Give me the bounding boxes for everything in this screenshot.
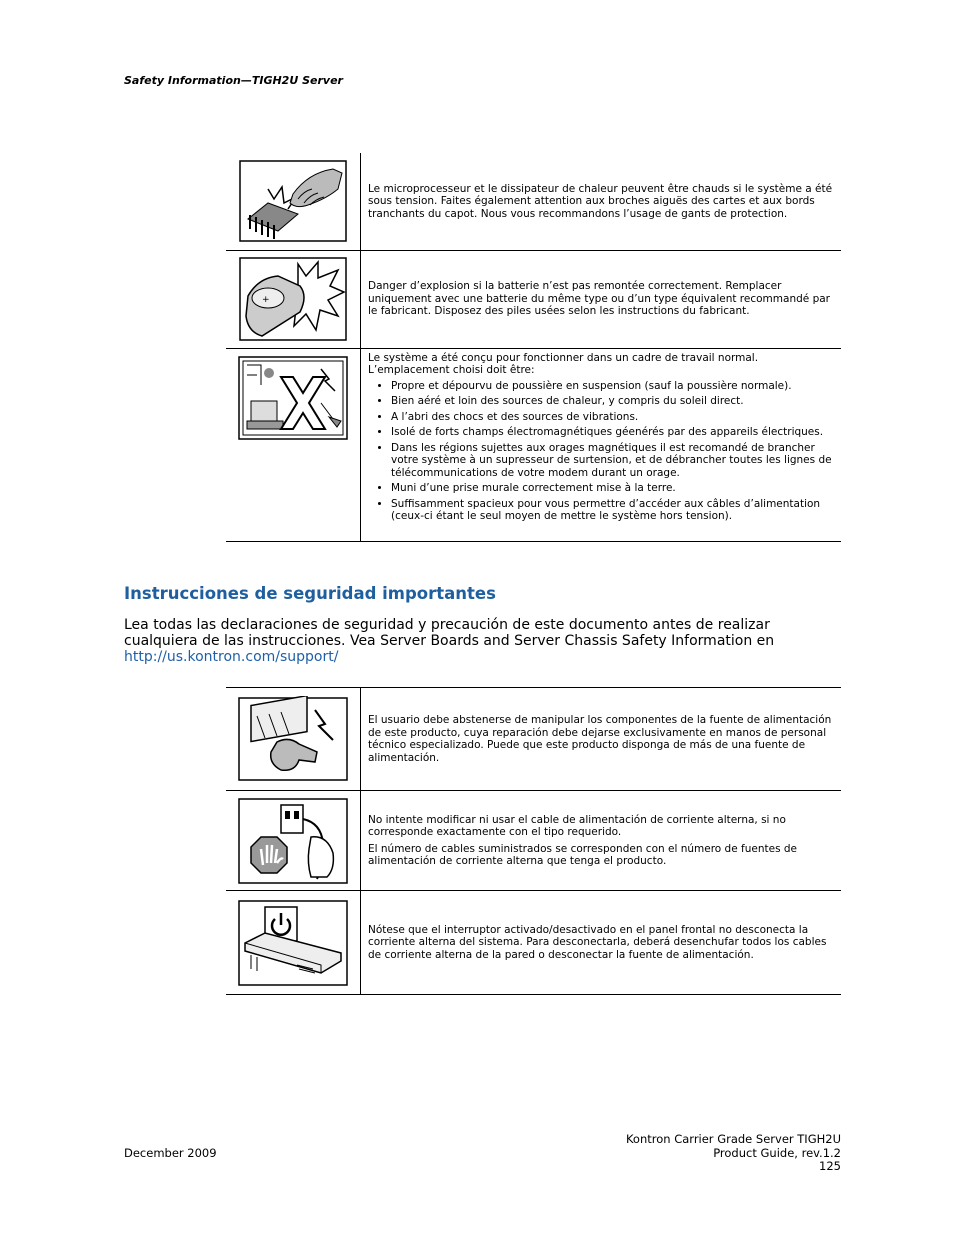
table-row bbox=[226, 891, 841, 995]
page-number: 125 bbox=[819, 1159, 841, 1173]
ac-cord-stop-hand-icon bbox=[237, 797, 349, 885]
power-supply-shock-icon bbox=[237, 696, 349, 782]
table-cell-icon bbox=[226, 791, 361, 891]
table-cell-text bbox=[361, 153, 842, 250]
list-item: • Propre et dépourvu de poussière en suspension (sauf la poussière normale). bbox=[391, 380, 835, 393]
footer-guide-revision: Product Guide, rev.1.2 bbox=[713, 1145, 841, 1160]
warning-text-secondary: El número de cables suministrados se corresponden con el número de fuentes de alimentación de corriente alterna que tenga el producto. bbox=[368, 842, 797, 867]
table-cell-text bbox=[361, 348, 842, 541]
table-row bbox=[226, 153, 841, 250]
table-cell-text bbox=[361, 891, 842, 995]
footer-date: December 2009 bbox=[124, 1146, 217, 1160]
section-intro bbox=[124, 617, 844, 665]
environment-hazards-icon bbox=[237, 355, 349, 441]
list-item: • Bien aéré et loin des sources de chaleur, y compris du soleil direct. bbox=[391, 395, 835, 408]
list-item: • Muni d’une prise murale correctement mise à la terre. bbox=[391, 482, 835, 495]
warning-text: El usuario debe abstenerse de manipular los componentes de la fuente de alimentación de este producto, cuya reparación debe dejarse exclusivamente en manos de personal técnico especializado. Puede que este producto disponga de más de una fuente de alimentación. bbox=[368, 714, 832, 764]
table-cell-icon bbox=[226, 250, 361, 348]
table-cell-icon bbox=[226, 688, 361, 791]
table-row bbox=[226, 250, 841, 348]
section-heading: Instrucciones de seguridad importantes bbox=[124, 584, 496, 603]
list-item: • Isolé de forts champs électromagnétiques géenérés par des appareils électriques. bbox=[391, 426, 835, 439]
warning-text: Nótese que el interruptor activado/desactivado en el panel frontal no desconecta la corriente alterna del sistema. Para desconectarla, deberá desenchufar todos los cables de corriente alterna de la pared o desconectar la fuente de alimentación. bbox=[368, 923, 827, 961]
support-link[interactable]: http://us.kontron.com/support/ bbox=[124, 649, 339, 665]
requirements-list bbox=[368, 380, 835, 523]
table-cell-icon bbox=[226, 153, 361, 250]
running-header: Safety Information—TIGH2U Server bbox=[124, 74, 343, 87]
hot-heatsink-glove-icon bbox=[238, 159, 348, 243]
list-item: • A l’abri des chocs et des sources de vibrations. bbox=[391, 411, 835, 424]
warning-intro: Le système a été conçu pour fonctionner dans un cadre de travail normal. L’emplacement choisi doit être: bbox=[368, 351, 759, 376]
list-item: • Dans les régions sujettes aux orages magnétiques il est recomandé de brancher votre système à un supresseur de surtension, et de débrancher toutes les lignes de télécommunications de votre modem durant un orage. bbox=[391, 442, 835, 480]
list-item: • Suffisamment spacieux pour vous permettre d’accéder aux câbles d’alimentation (ceux-ci étant le seul moyen de mettre le système hors tension). bbox=[391, 498, 835, 523]
footer-product-name: Kontron Carrier Grade Server TIGH2U bbox=[625, 1132, 841, 1146]
safety-table-french bbox=[226, 153, 841, 542]
warning-text: No intente modificar ni usar el cable de alimentación de corriente alterna, si no corresponde exactamente con el tipo requerido. bbox=[368, 813, 786, 838]
power-button-chassis-icon bbox=[237, 899, 349, 987]
warning-text: Le microprocesseur et le dissipateur de chaleur peuvent être chauds si le système a été sous tension. Faites également attention aux broches aiguës des cartes et aux bords tranchants du capot. Nous vous recommandons l’usage de gants de protection. bbox=[368, 182, 833, 220]
table-cell-icon bbox=[226, 891, 361, 995]
svg-text:+: + bbox=[262, 295, 270, 305]
table-cell-text bbox=[361, 791, 842, 891]
footer-product-info bbox=[626, 1133, 841, 1174]
table-row bbox=[226, 348, 841, 541]
battery-explosion-icon bbox=[238, 256, 348, 342]
warning-text: Danger d’explosion si la batterie n’est pas remontée correctement. Remplacer uniquement avec une batterie du même type ou d’un type équivalent recommandé par le fabricant. Disposez des piles usées selon les instructions du fabricant. bbox=[368, 280, 830, 318]
intro-text: Lea todas las declaraciones de seguridad y precaución de este documento antes de realizar cualquiera de las instrucciones. Vea Server Boards and Server Chassis Safety Information en bbox=[124, 617, 775, 649]
table-cell-text bbox=[361, 688, 842, 791]
table-cell-icon bbox=[226, 348, 361, 541]
safety-table-spanish bbox=[226, 687, 841, 995]
table-row bbox=[226, 688, 841, 791]
table-cell-text bbox=[361, 250, 842, 348]
table-row bbox=[226, 791, 841, 891]
